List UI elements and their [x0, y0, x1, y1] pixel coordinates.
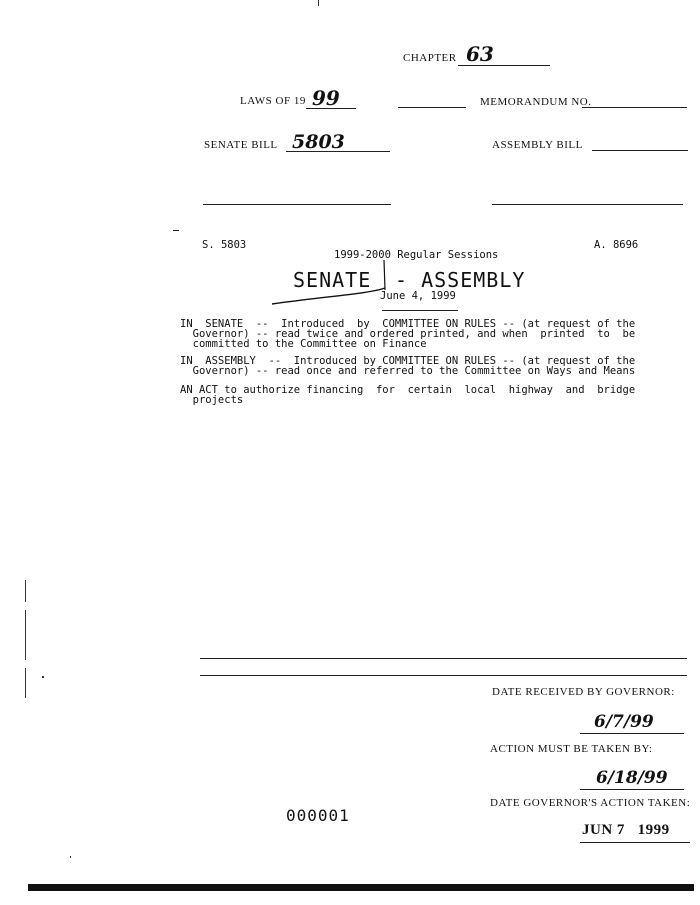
laws-line [306, 108, 356, 109]
date-received-label: DATE RECEIVED BY GOVERNOR: [492, 686, 675, 698]
date-underline [382, 310, 458, 311]
senate-number: S. 5803 [202, 239, 247, 251]
senate-intro: IN SENATE -- Introduced by COMMITTEE ON RULES -- (at request of the Governor) -- read twice and ordered printed, and when printed to be committed to the Committee on Finance [180, 318, 636, 350]
senate-bill-label: SENATE BILL [204, 139, 278, 151]
binding-mark [25, 610, 26, 660]
assembly-bill-line [592, 150, 688, 151]
assembly-number: A. 8696 [594, 239, 639, 251]
assembly-bill-label: ASSEMBLY BILL [492, 139, 583, 151]
scan-speck [42, 676, 44, 678]
scan-edge-bar [28, 884, 694, 891]
memorandum-label: MEMORANDUM NO. [480, 96, 592, 108]
title-pen-stroke [268, 258, 398, 308]
chapter-label: CHAPTER [403, 52, 457, 64]
received-date-stamp: JUN 7 1999 [582, 822, 670, 838]
title-assembly: - ASSEMBLY [395, 268, 526, 292]
rule-top [200, 658, 687, 659]
stamp-line [580, 842, 690, 843]
action-taken-label: DATE GOVERNOR'S ACTION TAKEN: [490, 797, 691, 809]
senate-bill-line [286, 151, 390, 152]
chapter-line [458, 65, 550, 66]
action-label: ACTION MUST BE TAKEN BY: [490, 743, 653, 755]
chapter-value: 63 [466, 42, 494, 66]
scan-speck [318, 0, 319, 6]
act-description: AN ACT to authorize financing for certain local highway and bridge projects [180, 384, 636, 406]
action-value: 6/18/99 [596, 768, 668, 788]
bill-date: June 4, 1999 [380, 290, 456, 302]
laws-blank-line [398, 107, 466, 108]
blank-line-right [492, 204, 683, 205]
date-received-value: 6/7/99 [594, 712, 654, 732]
laws-value: 99 [312, 86, 340, 110]
margin-mark [173, 230, 179, 231]
date-received-line [580, 733, 684, 734]
rule-bottom [200, 675, 687, 676]
blank-line-left [203, 204, 391, 205]
page-number: 000001 [286, 806, 350, 825]
action-line [580, 789, 684, 790]
senate-bill-value: 5803 [292, 131, 345, 153]
assembly-intro: IN ASSEMBLY -- Introduced by COMMITTEE ON RULES -- (at request of the Governor) -- read once and referred to the Committee on Ways and Means [180, 355, 636, 377]
title-senate: SENATE [293, 268, 372, 292]
memorandum-line [582, 107, 687, 108]
binding-mark [25, 580, 26, 602]
session: 1999-2000 Regular Sessions [334, 249, 499, 261]
binding-mark [25, 668, 26, 698]
laws-label: LAWS OF 19 [240, 95, 306, 107]
scan-speck [70, 856, 71, 858]
